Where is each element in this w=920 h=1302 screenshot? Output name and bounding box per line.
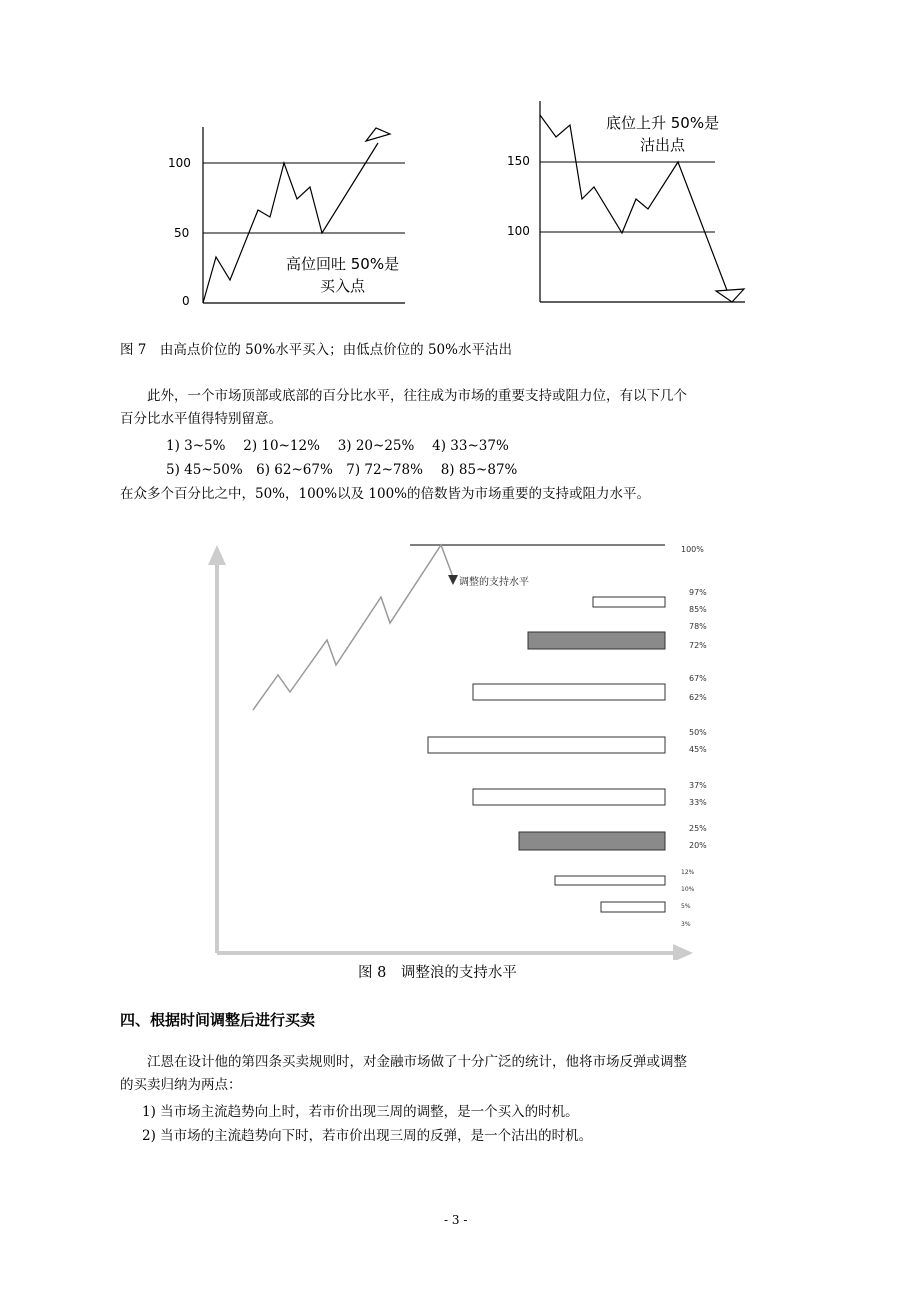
level-label-5: 5% — [681, 903, 691, 910]
price-path — [540, 115, 728, 293]
support-annotation: 调整的支持水平 — [459, 577, 529, 588]
left-note-line2: 买入点 — [320, 277, 366, 295]
figure7-left-chart — [150, 115, 420, 315]
level-label-37: 37% — [689, 781, 707, 790]
trend-line — [253, 545, 453, 710]
y-tick-150: 150 — [507, 154, 530, 168]
x-axis-arrow-icon — [673, 944, 693, 960]
section4-item1: 1) 当市场主流趋势向上时，若市价出现三周的调整，是一个买入的时机。 — [142, 1104, 579, 1120]
figure7-caption: 图 7 由高点价位的 50%水平买入；由低点价位的 50%水平沽出 — [120, 342, 512, 358]
up-arrow-icon — [366, 128, 390, 141]
level-label-50: 50% — [689, 728, 707, 737]
level-label-25: 25% — [689, 824, 707, 833]
down-arrow-icon — [716, 289, 744, 302]
level-label-78: 78% — [689, 622, 707, 631]
level-label-97: 97% — [689, 588, 707, 597]
level-label-10: 10% — [681, 886, 695, 893]
y-axis-arrow-icon — [208, 545, 226, 565]
level-bar-72-78 — [528, 632, 665, 649]
level-label-72: 72% — [689, 641, 707, 650]
page-number: - 3 - — [444, 1213, 468, 1227]
level-label-3: 3% — [681, 921, 691, 928]
level-label-33: 33% — [689, 798, 707, 807]
y-tick-0: 0 — [182, 294, 190, 308]
level-label-62: 62% — [689, 693, 707, 702]
percent-list-row1: 1) 3~5% 2) 10~12% 3) 20~25% 4) 33~37% — [166, 438, 509, 454]
y-tick-50: 50 — [174, 226, 190, 240]
percent-list-row2: 5) 45~50% 6) 62~67% 7) 72~78% 8) 85~87% — [166, 462, 518, 478]
right-note-line1: 底位上升 50%是 — [606, 114, 720, 132]
level-bar-45-50 — [428, 737, 665, 753]
section4-heading: 四、根据时间调整后进行买卖 — [120, 1011, 316, 1029]
paragraph1-line2: 百分比水平值得特别留意。 — [120, 411, 282, 427]
paragraph2: 在众多个百分比之中，50%，100%以及 100%的倍数皆为市场重要的支持或阻力水平。 — [120, 486, 650, 502]
level-label-85: 85% — [689, 605, 707, 614]
y-tick-100: 100 — [168, 156, 191, 170]
level-bar-85-97 — [593, 597, 665, 607]
section4-intro-line1: 江恩在设计他的第四条买卖规则时，对金融市场做了十分广泛的统计，他将市场反弹或调整 — [147, 1054, 687, 1070]
figure7-right-chart — [500, 95, 760, 310]
level-label-45: 45% — [689, 745, 707, 754]
level-bar-33-37 — [473, 789, 665, 805]
level-label-12: 12% — [681, 869, 695, 876]
figure8-caption: 图 8 调整浪的支持水平 — [358, 965, 517, 981]
right-note-line2: 沽出点 — [640, 136, 686, 154]
figure8-support-levels — [195, 535, 715, 960]
level-bar-20-25 — [519, 832, 665, 850]
level-bar-62-67 — [473, 684, 665, 700]
down-arrow-icon — [448, 575, 458, 585]
section4-intro-line2: 的买卖归纳为两点： — [120, 1077, 242, 1093]
left-note-line1: 高位回吐 50%是 — [286, 255, 400, 273]
section4-item2: 2) 当市场的主流趋势向下时，若市价出现三周的反弹，是一个沽出的时机。 — [142, 1128, 593, 1144]
paragraph1-line1: 此外，一个市场顶部或底部的百分比水平，往往成为市场的重要支持或阻力位，有以下几个 — [147, 388, 687, 404]
level-label-100: 100% — [681, 545, 704, 554]
level-label-67: 67% — [689, 674, 707, 683]
level-bar-10-12 — [555, 876, 665, 885]
level-bar-3-5 — [601, 902, 665, 912]
level-label-20: 20% — [689, 841, 707, 850]
y-tick-100: 100 — [507, 224, 530, 238]
